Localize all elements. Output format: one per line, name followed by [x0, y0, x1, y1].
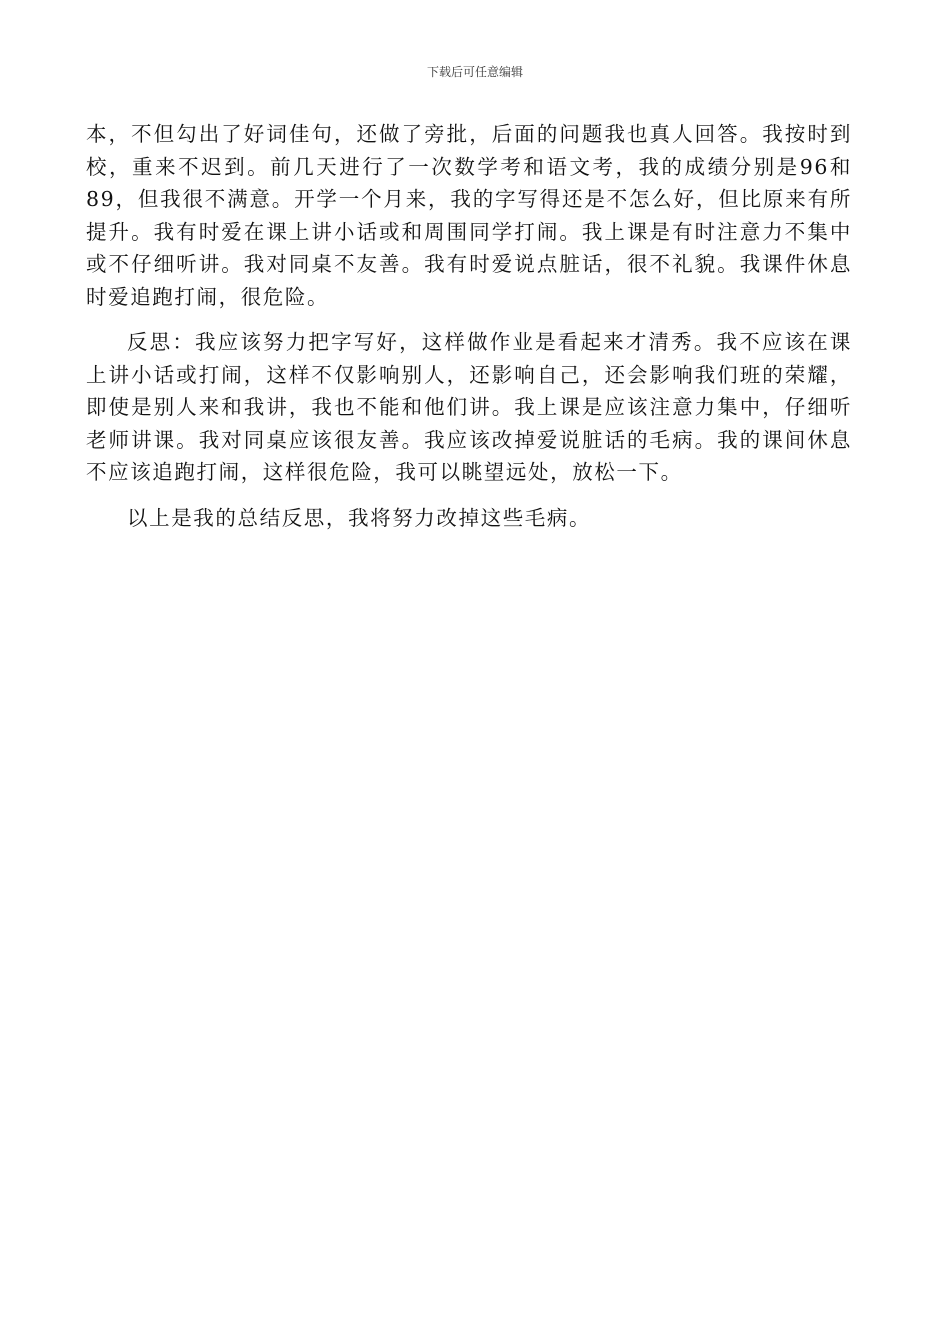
paragraph-reflection: 反思：我应该努力把字写好，这样做作业是看起来才清秀。我不应该在课上讲小话或打闹，这样不仅影响别人，还影响自己，还会影响我们班的荣耀，即使是别人来和我讲，我也不能和他们讲。我上课是应该注意力集中，仔细听老师讲课。我对同桌应该很友善。我应该改掉爱说脏话的毛病。我的课间休息不应该追跑打闹，这样很危险，我可以眺望远处，放松一下。: [86, 330, 852, 484]
paragraph-conclusion: 以上是我的总结反思，我将努力改掉这些毛病。: [127, 505, 592, 530]
page-header: 下载后可任意编辑: [426, 65, 523, 79]
paragraph-continuation: 本，不但勾出了好词佳句，还做了旁批，后面的问题我也真人回答。我按时到校，重来不迟到。前几天进行了一次数学考和语文考，我的成绩分别是96和89，但我很不满意。开学一个月来，我的字写得还是不怎么好，但比原来有所提升。我有时爱在课上讲小话或和周围同学打闹。我上课是有时注意力不集中或不仔细听讲。我对同桌不友善。我有时爱说点脏话，很不礼貌。我课件休息时爱追跑打闹，很危险。: [86, 122, 852, 309]
document-body: [86, 118, 852, 534]
